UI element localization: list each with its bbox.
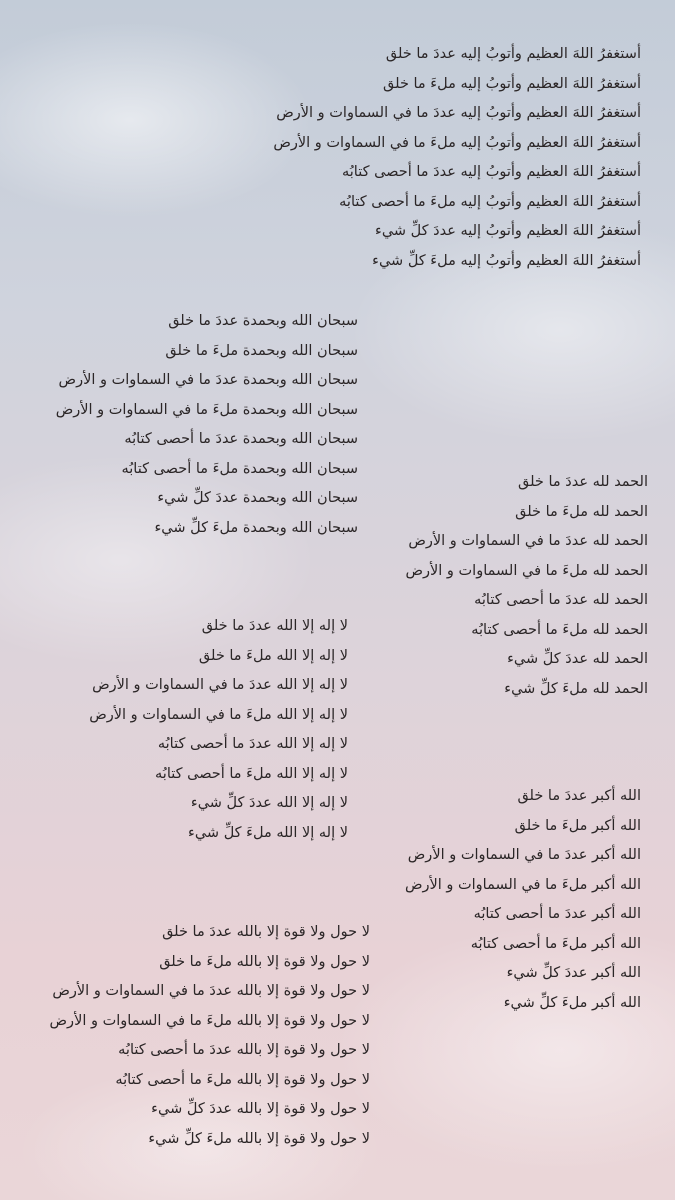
dhikr-line: سبحان الله وبحمدة عددَ كلِّ شيء bbox=[157, 490, 358, 506]
takbeer-block bbox=[405, 782, 641, 1018]
tahleel-block bbox=[89, 612, 348, 848]
dhikr-line: لا حول ولا قوة إلا بالله عددَ كلِّ شيء bbox=[151, 1101, 370, 1117]
dhikr-line: لا حول ولا قوة إلا بالله عددَ ما أحصى كتابُه bbox=[118, 1042, 370, 1058]
tahmeed-block bbox=[405, 468, 648, 704]
dhikr-line: الحمد لله ملءَ ما خلق bbox=[515, 503, 648, 520]
dhikr-line: سبحان الله وبحمدة عددَ ما أحصى كتابُه bbox=[124, 431, 358, 447]
dhikr-line: الحمد لله عددَ ما في السماوات و الأرض bbox=[408, 533, 648, 549]
dhikr-line: الحمد لله عددَ كلِّ شيء bbox=[507, 651, 648, 667]
tasbeeh-block bbox=[56, 307, 358, 543]
dhikr-line: لا حول ولا قوة إلا بالله ملءَ ما أحصى كتابُه bbox=[115, 1071, 370, 1088]
dhikr-line: الحمد لله ملءَ ما أحصى كتابُه bbox=[471, 621, 648, 638]
dhikr-line: أستغفرُ اللهَ العظيم وأتوبُ إليه ملءَ ما خلق bbox=[383, 75, 641, 92]
dhikr-line: لا إله إلا الله عددَ ما أحصى كتابُه bbox=[157, 736, 348, 752]
dhikr-line: أستغفرُ اللهَ العظيم وأتوبُ إليه ملءَ ما أحصى كتابُه bbox=[339, 193, 641, 210]
dhikr-line: أستغفرُ اللهَ العظيم وأتوبُ إليه عددَ كلِّ شيء bbox=[375, 223, 641, 239]
hawqala-block bbox=[50, 918, 370, 1154]
dhikr-line: الله أكبر ملءَ كلِّ شيء bbox=[503, 994, 641, 1011]
dhikr-line: سبحان الله وبحمدة ملءَ ما في السماوات و الأرض bbox=[55, 401, 358, 418]
dhikr-line: أستغفرُ اللهَ العظيم وأتوبُ إليه عددَ ما أحصى كتابُه bbox=[341, 164, 641, 180]
dhikr-line: لا إله إلا الله عددَ ما خلق bbox=[201, 618, 348, 634]
dhikr-line: سبحان الله وبحمدة عددَ ما خلق bbox=[168, 313, 358, 329]
dhikr-line: لا إله إلا الله ملءَ ما أحصى كتابُه bbox=[155, 765, 348, 782]
dhikr-line: سبحان الله وبحمدة عددَ ما في السماوات و الأرض bbox=[58, 372, 358, 388]
dhikr-line: الله أكبر عددَ ما أحصى كتابُه bbox=[473, 906, 641, 922]
dhikr-line: لا حول ولا قوة إلا بالله عددَ ما في السماوات و الأرض bbox=[52, 983, 370, 999]
dhikr-line: لا حول ولا قوة إلا بالله ملءَ كلِّ شيء bbox=[148, 1130, 370, 1147]
dhikr-line: لا إله إلا الله ملءَ ما خلق bbox=[198, 647, 348, 664]
dhikr-line: الله أكبر عددَ ما في السماوات و الأرض bbox=[407, 847, 641, 863]
dhikr-line: لا إله إلا الله ملءَ كلِّ شيء bbox=[188, 824, 348, 841]
dhikr-line: الله أكبر عددَ ما خلق bbox=[517, 788, 641, 804]
dhikr-line: الله أكبر ملءَ ما في السماوات و الأرض bbox=[404, 876, 641, 893]
dhikr-line: سبحان الله وبحمدة ملءَ ما خلق bbox=[165, 342, 358, 359]
dhikr-line: أستغفرُ اللهَ العظيم وأتوبُ إليه عددَ ما في السماوات و الأرض bbox=[276, 105, 641, 121]
dhikr-line: الله أكبر ملءَ ما أحصى كتابُه bbox=[470, 935, 641, 952]
dhikr-line: الحمد لله ملءَ ما في السماوات و الأرض bbox=[405, 562, 648, 579]
istighfar-block bbox=[273, 40, 641, 276]
dhikr-line: لا حول ولا قوة إلا بالله ملءَ ما خلق bbox=[159, 953, 370, 970]
dhikr-line: الله أكبر ملءَ ما خلق bbox=[514, 817, 641, 834]
dhikr-line: سبحان الله وبحمدة ملءَ ما أحصى كتابُه bbox=[121, 460, 358, 477]
dhikr-line: الحمد لله عددَ ما أحصى كتابُه bbox=[474, 592, 648, 608]
dhikr-line: لا حول ولا قوة إلا بالله عددَ ما خلق bbox=[162, 924, 370, 940]
dhikr-line: أستغفرُ اللهَ العظيم وأتوبُ إليه ملءَ ما في السماوات و الأرض bbox=[273, 134, 641, 151]
dhikr-line: الحمد لله ملءَ كلِّ شيء bbox=[504, 680, 648, 697]
dhikr-line: لا إله إلا الله عددَ ما في السماوات و الأرض bbox=[92, 677, 348, 693]
dhikr-line: لا حول ولا قوة إلا بالله ملءَ ما في السماوات و الأرض bbox=[49, 1012, 370, 1029]
dhikr-line: أستغفرُ اللهَ العظيم وأتوبُ إليه ملءَ كلِّ شيء bbox=[372, 252, 641, 269]
dhikr-line: سبحان الله وبحمدة ملءَ كلِّ شيء bbox=[154, 519, 358, 536]
dhikr-line: لا إله إلا الله ملءَ ما في السماوات و الأرض bbox=[89, 706, 348, 723]
dhikr-line: أستغفرُ اللهَ العظيم وأتوبُ إليه عددَ ما خلق bbox=[385, 46, 641, 62]
dhikr-line: الحمد لله عددَ ما خلق bbox=[518, 474, 648, 490]
dhikr-line: الله أكبر عددَ كلِّ شيء bbox=[506, 965, 641, 981]
dhikr-line: لا إله إلا الله عددَ كلِّ شيء bbox=[190, 795, 348, 811]
